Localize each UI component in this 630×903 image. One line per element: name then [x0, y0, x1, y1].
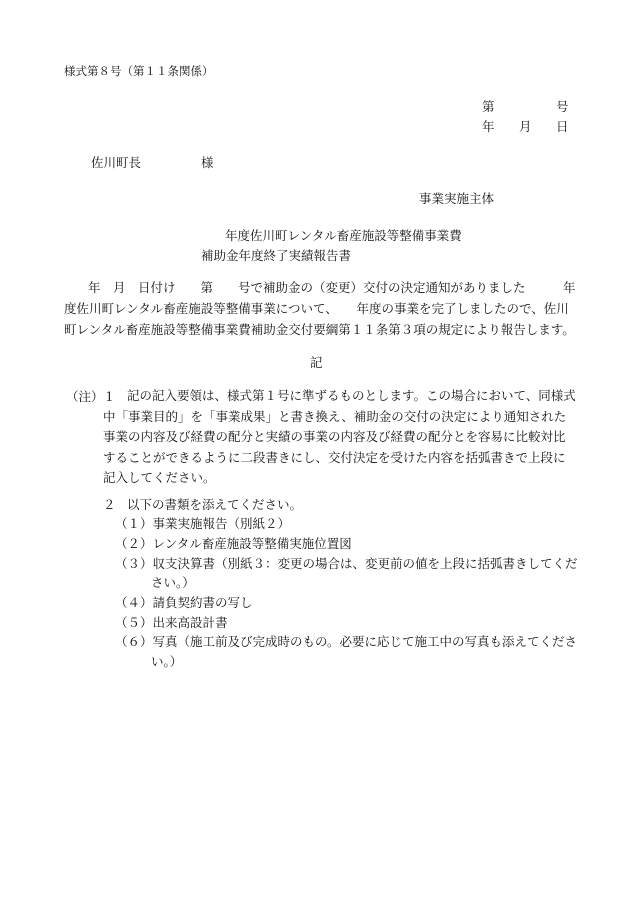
note2-number: ２ — [103, 497, 116, 512]
item-text: レンタル畜産施設等整備実施位置図 — [152, 536, 352, 551]
item-text: 出来高設計書 — [152, 615, 228, 630]
item-number: （２） — [115, 536, 153, 551]
attachment-item — [115, 558, 578, 571]
date-year: 年 — [482, 119, 495, 134]
attachment-item — [115, 538, 352, 551]
title-line2: 補助金年度終了実績報告書 — [201, 248, 352, 263]
item-number: （４） — [115, 595, 153, 610]
item-text: 請負契約書の写し — [152, 595, 253, 610]
date-month: 月 — [519, 119, 532, 134]
attachment-item — [115, 518, 290, 531]
note1-line5: 記入してください。 — [103, 470, 216, 485]
addressee-sama: 様 — [201, 155, 214, 170]
title-line1: 年度佐川町レンタル畜産施設等整備事業費 — [225, 228, 462, 243]
number-dai: 第 — [482, 99, 495, 114]
addressee-name: 佐川町長 — [91, 155, 142, 170]
form-label: 様式第８号（第１１条関係） — [64, 64, 214, 78]
note1-line4: することができるように二段書きにし、交付決定を受けた内容を括弧書きで上段に — [103, 449, 566, 465]
attachment-item-continuation: い。） — [151, 654, 183, 669]
body-line3: 町レンタル畜産施設等整備事業費補助金交付要綱第１１条第３項の規定により報告します。 — [64, 322, 575, 337]
attachment-item — [115, 617, 228, 630]
body-line1: 年 月 日付け 第 号で補助金の（変更）交付の決定通知がありました 年 — [88, 280, 576, 295]
attachment-item — [115, 597, 253, 610]
item-number: （５） — [115, 615, 153, 630]
date-day: 日 — [556, 119, 569, 134]
note2-text: 以下の書類を添えてください。 — [127, 497, 303, 512]
item-text: 収支決算書（別紙３：変更の場合は、変更前の値を上段に括弧書きしてくだ — [152, 556, 578, 571]
note1-number: １ — [103, 389, 116, 404]
item-number: （６） — [115, 634, 153, 649]
notes-prefix: （注） — [66, 389, 104, 404]
sender-label: 事業実施主体 — [419, 191, 495, 206]
ki-heading: 記 — [310, 355, 323, 370]
note1-line3: 事業の内容及び経費の配分と実績の事業の内容及び経費の配分とを容易に比較対比 — [103, 429, 566, 444]
note1-text — [103, 386, 576, 489]
note1-line1: 記の記入要領は、様式第１号に準ずるものとします。この場合において、同様式 — [127, 388, 576, 403]
item-text: 事業実施報告（別紙２） — [152, 516, 291, 531]
item-text: 写真（施工前及び完成時のもの。必要に応じて施工中の写真も添えてくださ — [152, 634, 578, 649]
number-go: 号 — [556, 99, 569, 114]
item-number: （１） — [115, 516, 153, 531]
attachment-item — [115, 636, 577, 649]
body-paragraph — [64, 277, 576, 340]
note1-line2: 中「事業目的」を「事業成果」と書き換え、補助金の交付の決定により通知された — [103, 408, 567, 424]
body-line2: 度佐川町レンタル畜産施設等整備事業について、 年度の事業を完了しましたので、佐川 — [64, 301, 569, 316]
attachment-item-continuation: さい。） — [151, 575, 195, 590]
item-number: （３） — [115, 556, 153, 571]
